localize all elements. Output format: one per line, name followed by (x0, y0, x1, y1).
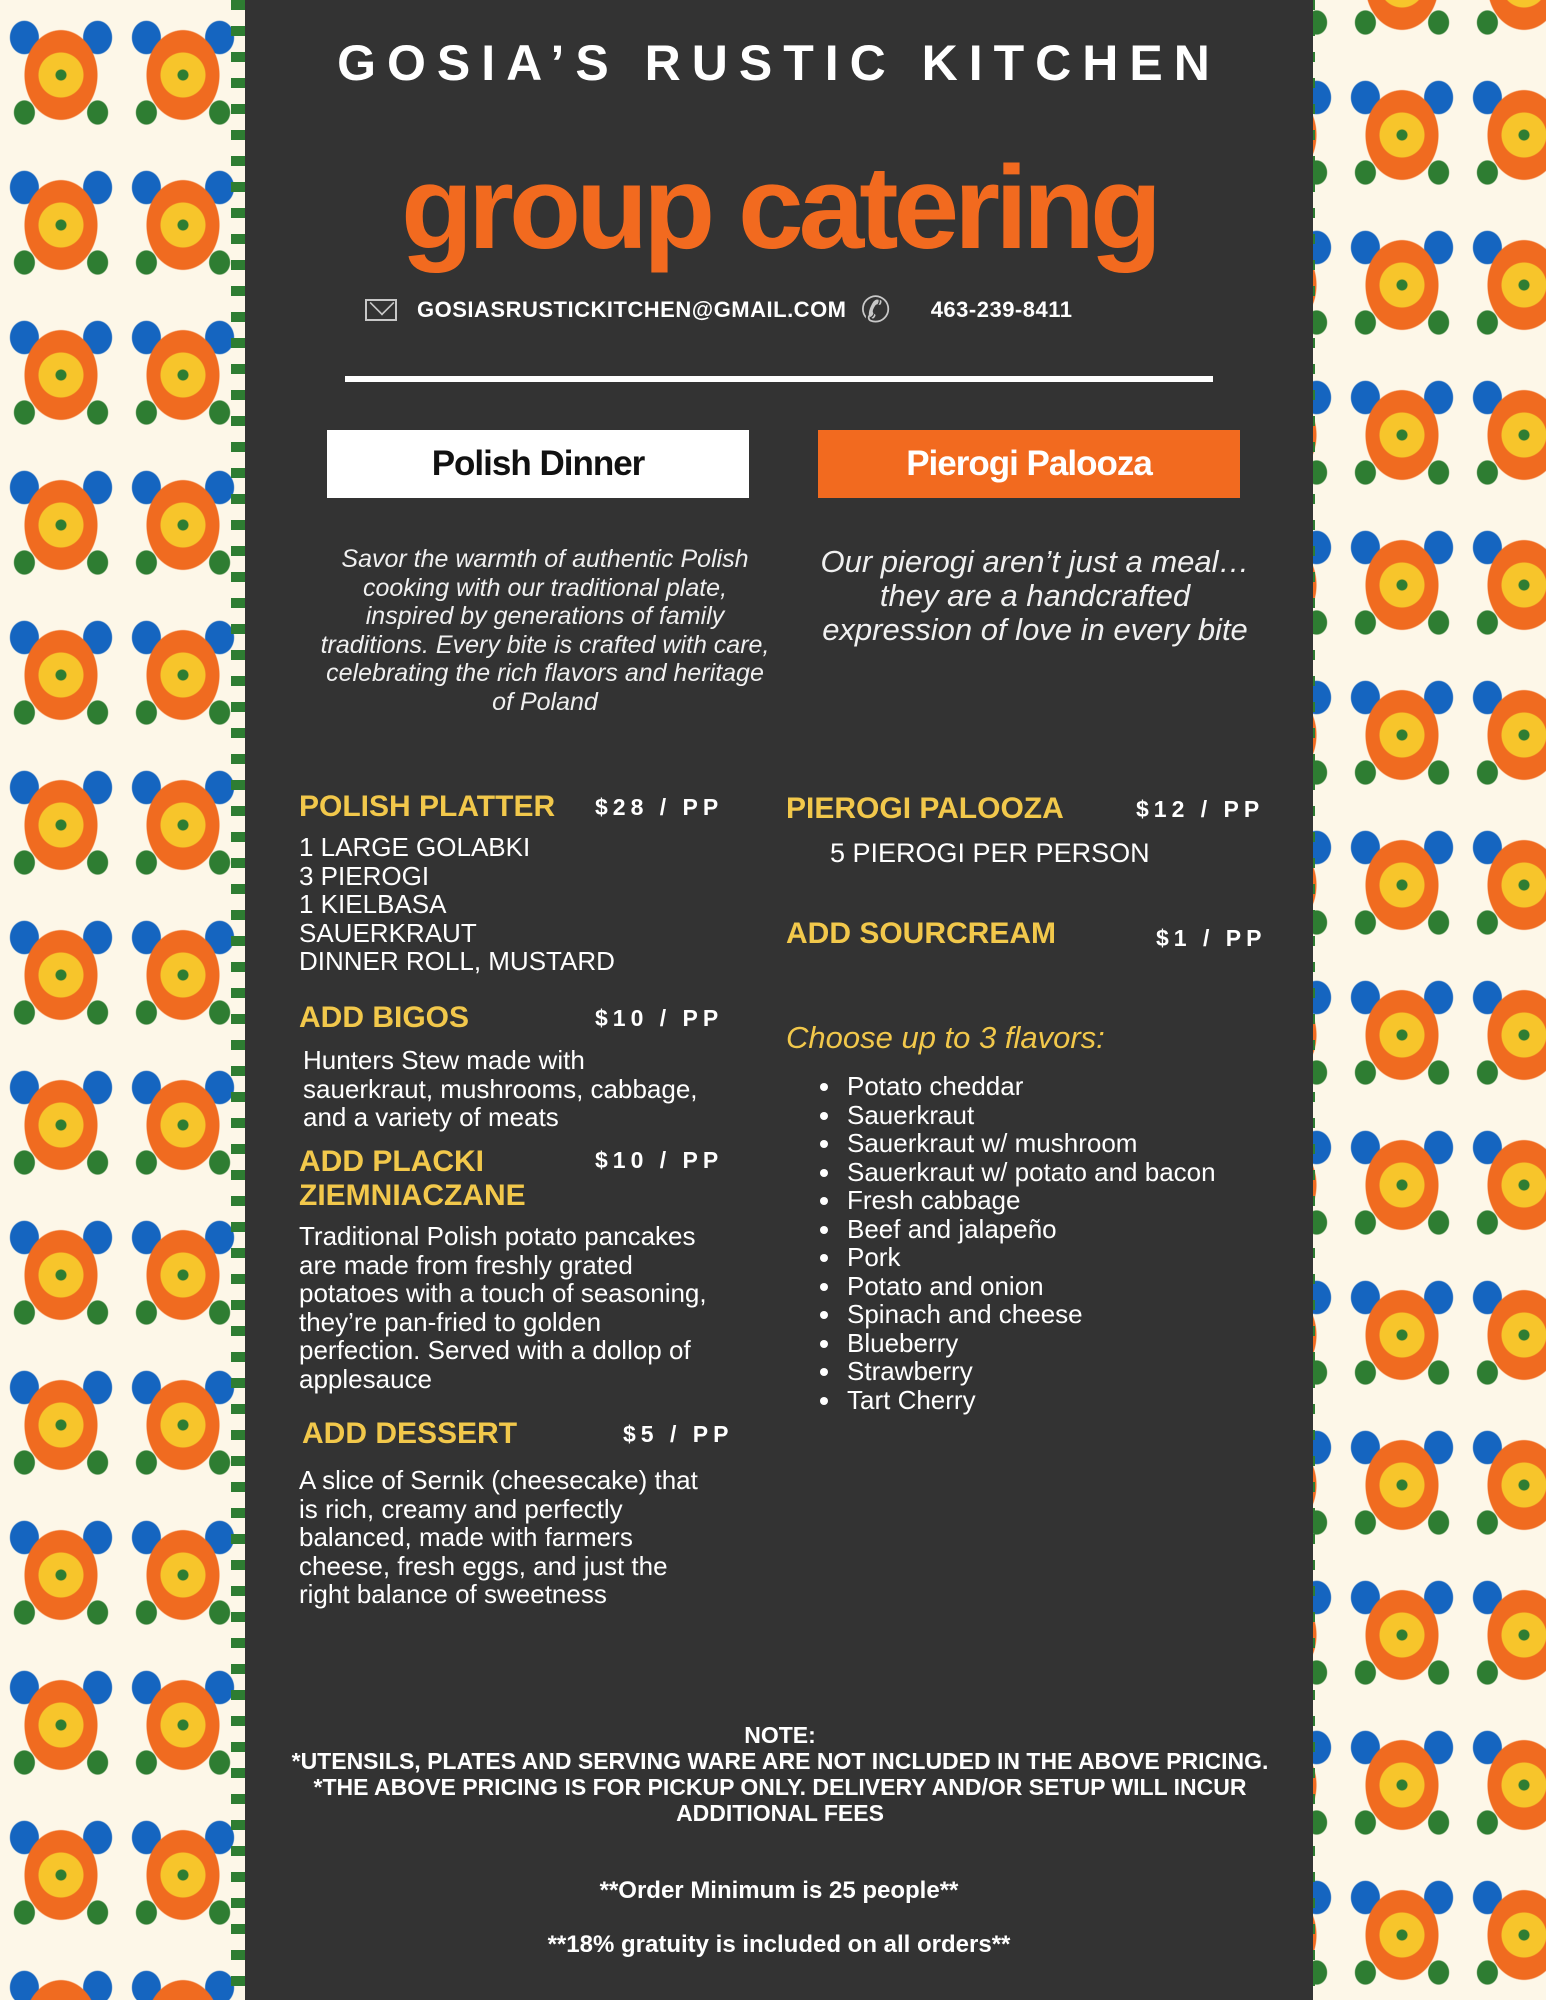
brand-title: GOSIA’S RUSTIC KITCHEN (337, 35, 1221, 91)
list-item: • Blueberry (843, 1329, 1243, 1358)
add-sourcream-title: ADD SOURCREAM (786, 917, 1056, 950)
list-item: • Sauerkraut w/ mushroom (843, 1129, 1243, 1158)
list-item: 1 KIELBASA (299, 889, 447, 919)
pierogi-palooza-desc: 5 PIEROGI PER PERSON (830, 838, 1150, 868)
intro-pierogi-palooza: Our pierogi aren’t just a meal…they are a handcrafted expression of love in every bite (820, 544, 1250, 647)
note-heading: NOTE: (744, 1722, 816, 1748)
list-item: DINNER ROLL, MUSTARD (299, 946, 615, 976)
list-item: 1 LARGE GOLABKI (299, 832, 531, 862)
menu-panel (245, 0, 1313, 2000)
polish-platter-title: POLISH PLATTER (299, 790, 556, 823)
phone-number[interactable]: 463-239-8411 (930, 297, 1073, 322)
email-address[interactable]: GOSIASRUSTICKITCHEN@GMAIL.COM (417, 297, 847, 322)
note-utensils: *UTENSILS, PLATES AND SERVING WARE ARE NOT INCLUDED IN THE ABOVE PRICING. (291, 1748, 1269, 1774)
list-item: 3 PIEROGI (299, 860, 430, 891)
polish-platter-items (299, 833, 615, 976)
headline: group catering (400, 142, 1158, 274)
add-bigos-desc: Hunters Stew made with sauerkraut, mushrooms, cabbage, and a variety of meats (303, 1045, 698, 1132)
phone-icon: ✆ (860, 289, 891, 331)
polish-platter-price: $28 / PP (595, 794, 724, 820)
list-item: • Strawberry (843, 1357, 1243, 1386)
add-dessert-desc: A slice of Sernik (cheesecake) that is rich, creamy and perfectly balanced, made with farmers cheese, fresh eggs, and just the right balance of sweetness (299, 1465, 698, 1609)
intro-polish-dinner: Savor the warmth of authentic Polish cooking with our traditional plate, inspired by generations of family traditions. Every bite is crafted with care, celebrating the rich flavors and heritage of Poland (320, 545, 770, 716)
add-placki-price: $10 / PP (595, 1147, 724, 1173)
list-item: • Sauerkraut (843, 1101, 1243, 1130)
list-item: • Potato and onion (843, 1272, 1243, 1301)
order-minimum: **Order Minimum is 25 people** (599, 1877, 959, 1904)
flavor-list (813, 1072, 1243, 1414)
note-pickup: *THE ABOVE PRICING IS FOR PICKUP ONLY. DELIVERY AND/OR SETUP WILL INCUR ADDITIONAL FEES (313, 1774, 1247, 1826)
choose-flavors-label: Choose up to 3 flavors: (786, 1020, 1105, 1055)
tab-polish-dinner: Polish Dinner (327, 430, 749, 498)
floral-border-left (0, 0, 245, 2000)
add-dessert-title: ADD DESSERT (302, 1417, 518, 1450)
notes-section (285, 1722, 1275, 1826)
list-item: • Sauerkraut w/ potato and bacon (843, 1158, 1243, 1187)
tab-pierogi-palooza: Pierogi Palooza (818, 430, 1240, 498)
divider (345, 376, 1213, 382)
contact-row (365, 289, 1073, 331)
list-item: • Spinach and cheese (843, 1300, 1243, 1329)
add-sourcream-price: $1 / PP (1156, 925, 1267, 951)
add-dessert-price: $5 / PP (623, 1421, 734, 1447)
list-item: • Pork (843, 1243, 1243, 1272)
pierogi-palooza-title: PIEROGI PALOOZA (786, 792, 1064, 825)
add-placki-desc: Traditional Polish potato pancakes are made from freshly grated potatoes with a touch of seasoning, they’re pan-fried to golden perfection. Served with a dollop of applesauce (299, 1221, 707, 1394)
pierogi-palooza-price: $12 / PP (1136, 796, 1265, 822)
floral-border-right (1301, 0, 1546, 2000)
list-item: • Potato cheddar (843, 1072, 1243, 1101)
add-bigos-price: $10 / PP (595, 1005, 724, 1031)
list-item: • Beef and jalapeño (843, 1215, 1243, 1244)
list-item: • Tart Cherry (843, 1386, 1243, 1415)
list-item: SAUERKRAUT (299, 917, 477, 948)
mail-icon (365, 299, 397, 321)
gratuity-note: **18% gratuity is included on all orders** (547, 1931, 1011, 1958)
list-item: • Fresh cabbage (843, 1186, 1243, 1215)
add-bigos-title: ADD BIGOS (299, 1001, 470, 1034)
add-placki-title: ADD PLACKI ZIEMNIACZANE (299, 1145, 526, 1212)
